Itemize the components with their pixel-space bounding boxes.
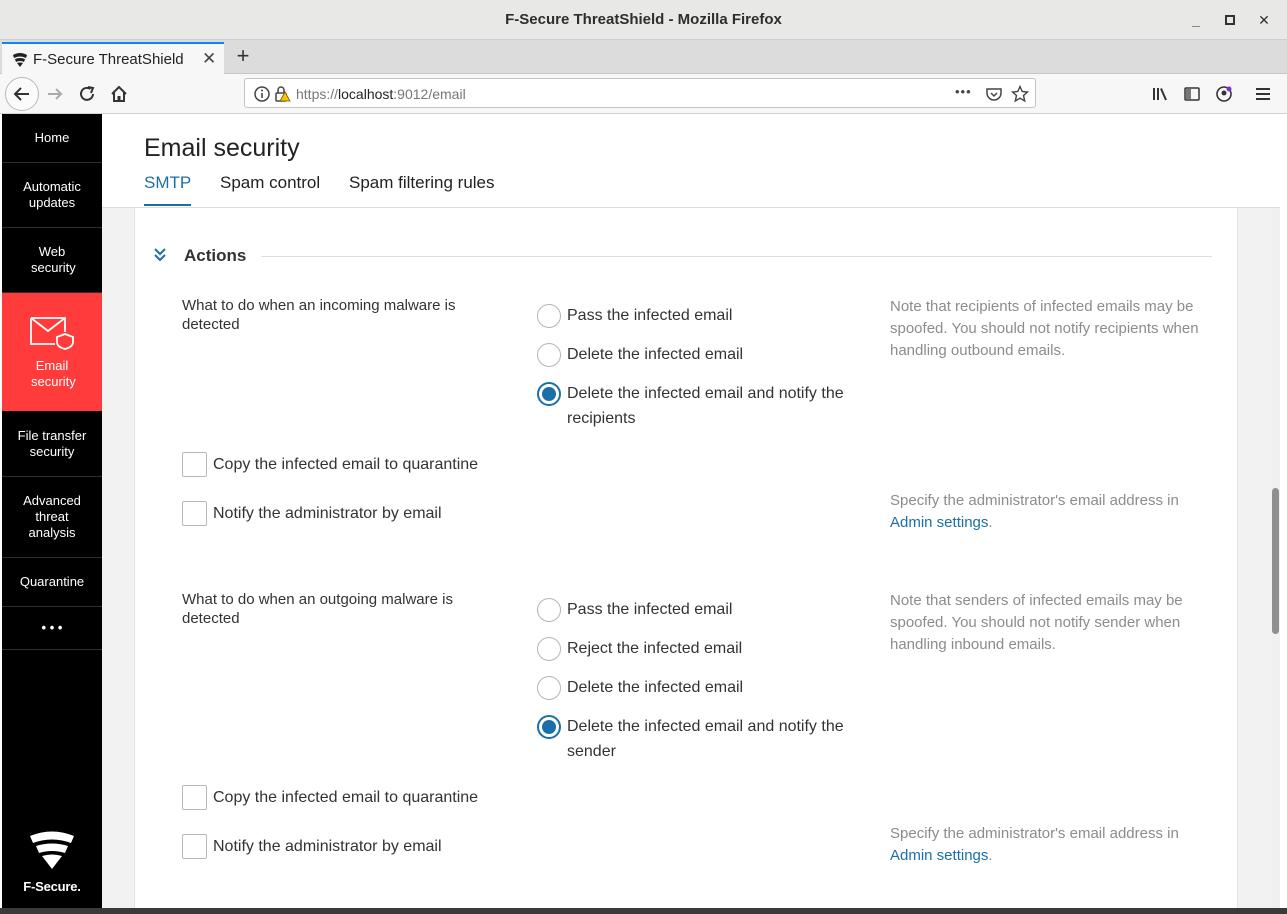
- window-bottom-border: [0, 908, 1287, 914]
- page-title: Email security: [144, 134, 300, 162]
- radio-button[interactable]: [537, 637, 561, 661]
- outgoing-option-delete-notify[interactable]: [537, 714, 867, 764]
- radio-button[interactable]: [537, 598, 561, 622]
- radio-label: Delete the infected email and notify the sender: [567, 718, 844, 760]
- checkbox-label: Notify the administrator by email: [213, 837, 442, 855]
- checkbox-label: Copy the infected email to quarantine: [213, 455, 479, 473]
- admin-note-text: Specify the administrator's email address in: [890, 492, 1179, 509]
- sidebar-item-email-security[interactable]: [2, 293, 102, 411]
- url-scheme: https://: [296, 86, 339, 102]
- admin-note-end: .: [988, 514, 993, 531]
- incoming-option-pass[interactable]: [537, 303, 867, 328]
- sidebar-icon: [1183, 85, 1201, 103]
- sidebar-item-label: Automatic updates: [23, 179, 81, 210]
- url-path: :9012/email: [393, 86, 466, 102]
- outgoing-copy-quarantine[interactable]: [182, 785, 478, 810]
- incoming-question: What to do when an incoming malware is detected: [182, 297, 456, 333]
- radio-button[interactable]: [537, 304, 561, 328]
- sidebar-item-label: Home: [34, 130, 70, 145]
- admin-note-end: .: [988, 847, 993, 864]
- scrollbar-thumb[interactable]: [1272, 488, 1279, 634]
- admin-settings-link[interactable]: Admin settings: [890, 514, 989, 531]
- page-header: [102, 114, 1280, 208]
- sidebar-item-label: Email security: [31, 358, 76, 389]
- sidebar-item-label: Web security: [31, 244, 76, 275]
- new-tab-button[interactable]: +: [236, 43, 250, 68]
- sidebar-item-file-transfer-security[interactable]: [2, 411, 102, 477]
- incoming-admin-note: [890, 490, 1200, 534]
- back-button[interactable]: [5, 77, 39, 111]
- window-close-icon[interactable]: ✕: [1258, 12, 1270, 28]
- email-shield-icon: [29, 314, 75, 350]
- sidebar-item-label: Quarantine: [19, 574, 85, 589]
- outgoing-admin-note: [890, 823, 1200, 867]
- sidebar-item-automatic-updates[interactable]: [2, 163, 102, 228]
- reload-icon: [78, 85, 96, 103]
- tab-spam-filtering-rules[interactable]: Spam filtering rules: [349, 173, 495, 192]
- maximize-icon[interactable]: [1220, 10, 1240, 30]
- sidebar-item-home[interactable]: [2, 114, 102, 163]
- radio-label: Delete the infected email: [567, 679, 744, 696]
- url-bar[interactable]: [244, 78, 1036, 108]
- radio-button[interactable]: [537, 676, 561, 700]
- radio-button-checked[interactable]: [537, 715, 561, 739]
- checkbox[interactable]: [182, 785, 207, 810]
- admin-settings-link[interactable]: Admin settings: [890, 847, 989, 864]
- sidebar-item-quarantine[interactable]: [2, 558, 102, 607]
- page-actions-icon[interactable]: •••: [955, 84, 972, 99]
- back-arrow-icon: [6, 78, 38, 110]
- checkbox[interactable]: [182, 452, 207, 477]
- tab-smtp[interactable]: SMTP: [144, 173, 191, 206]
- radio-label: Pass the infected email: [567, 601, 733, 618]
- home-button[interactable]: [104, 79, 134, 109]
- incoming-note: Note that recipients of infected emails may be spoofed. You should not notify recipients when handling outbound emails.: [890, 298, 1199, 359]
- url-host: localhost: [338, 86, 394, 102]
- url-text[interactable]: [296, 86, 466, 102]
- fsecure-logo: [2, 830, 102, 894]
- home-icon: [110, 85, 128, 103]
- library-button[interactable]: [1145, 79, 1175, 109]
- menu-button[interactable]: [1248, 79, 1278, 109]
- window-titlebar: [0, 0, 1287, 40]
- insecure-lock-icon[interactable]: [273, 85, 291, 103]
- radio-label: Delete the infected email and notify the recipients: [567, 385, 844, 427]
- outgoing-note: Note that senders of infected emails may be spoofed. You should not notify sender when handling inbound emails.: [890, 592, 1183, 653]
- brand-name: F-Secure.: [23, 879, 81, 894]
- checkbox[interactable]: [182, 834, 207, 859]
- library-icon: [1151, 85, 1169, 103]
- app-sidebar: [2, 114, 102, 908]
- forward-arrow-icon: [45, 84, 65, 104]
- forward-button[interactable]: [40, 79, 70, 109]
- minimize-icon[interactable]: _: [1192, 12, 1200, 28]
- fsecure-favicon-icon: [12, 52, 28, 68]
- section-divider: [261, 256, 1212, 257]
- window-title: F-Secure ThreatShield - Mozilla Firefox: [505, 11, 782, 28]
- tab-spam-control[interactable]: Spam control: [220, 173, 321, 192]
- outgoing-option-reject[interactable]: [537, 636, 867, 661]
- collapse-chevron-icon[interactable]: [152, 246, 168, 264]
- info-icon[interactable]: [253, 85, 271, 103]
- sidebar-item-label: File transfer security: [17, 427, 87, 459]
- sidebar-item-web-security[interactable]: [2, 228, 102, 293]
- sidebar-item-label: Advanced threat analysis: [23, 493, 81, 540]
- outgoing-option-delete[interactable]: [537, 675, 867, 700]
- account-button[interactable]: [1209, 79, 1239, 109]
- browser-tabstrip: [0, 40, 1287, 74]
- radio-label: Reject the infected email: [567, 640, 743, 657]
- checkbox-label: Copy the infected email to quarantine: [213, 788, 479, 806]
- radio-label: Pass the infected email: [567, 307, 733, 324]
- outgoing-notify-admin[interactable]: [182, 834, 442, 859]
- incoming-option-delete-notify[interactable]: [537, 381, 867, 431]
- admin-note-text: Specify the administrator's email address in: [890, 825, 1179, 842]
- pocket-icon[interactable]: [985, 85, 1003, 103]
- radio-button[interactable]: [537, 343, 561, 367]
- browser-tab[interactable]: [2, 42, 224, 74]
- hamburger-icon: [1255, 86, 1271, 102]
- checkbox-label: Notify the administrator by email: [213, 504, 442, 522]
- incoming-copy-quarantine[interactable]: [182, 452, 478, 477]
- incoming-option-delete[interactable]: [537, 342, 867, 367]
- sidebar-item-label: • • •: [41, 620, 63, 635]
- fsecure-logo-icon: [27, 830, 77, 870]
- reload-button[interactable]: [72, 79, 102, 109]
- incoming-notify-admin[interactable]: [182, 501, 442, 526]
- account-icon: [1215, 85, 1233, 103]
- sidebar-item-more[interactable]: [2, 607, 102, 650]
- tab-close-icon[interactable]: ✕: [202, 49, 217, 68]
- checkbox[interactable]: [182, 501, 207, 526]
- radio-button-checked[interactable]: [537, 382, 561, 406]
- sidebar-item-advanced-threat-analysis[interactable]: [2, 477, 102, 558]
- section-title-actions: Actions: [184, 246, 247, 265]
- bookmark-star-icon[interactable]: [1011, 85, 1029, 103]
- tab-label: F-Secure ThreatShield: [33, 51, 184, 68]
- browser-navbar: [0, 74, 1287, 114]
- radio-label: Delete the infected email: [567, 346, 744, 363]
- outgoing-option-pass[interactable]: [537, 597, 867, 622]
- sidebar-toggle-button[interactable]: [1177, 79, 1207, 109]
- outgoing-question: What to do when an outgoing malware is detected: [182, 591, 453, 627]
